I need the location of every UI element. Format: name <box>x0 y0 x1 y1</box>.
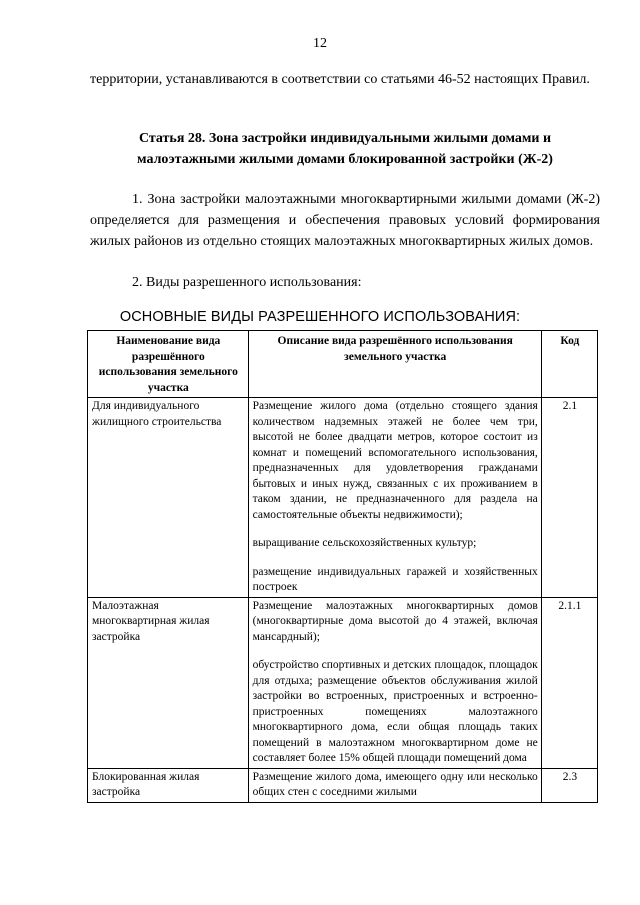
article-heading: Статья 28. Зона застройки индивидуальными жилыми домами и малоэтажными жилыми домами блокированной застройки (Ж-2) <box>137 131 553 167</box>
use-name: Для индивидуального жилищного строительства <box>88 398 249 598</box>
use-code: 2.3 <box>541 768 597 802</box>
intro-continuation: территории, устанавливаются в соответствии со статьями 46-52 настоящих Правил. <box>90 72 590 87</box>
header-name: Наименование вида разрешённого использования земельного участка <box>88 331 249 398</box>
description-paragraph: размещение индивидуальных гаражей и хозяйственных построек <box>252 565 538 593</box>
use-description <box>248 398 541 598</box>
table-row <box>88 597 598 768</box>
use-name: Блокированная жилая застройка <box>88 768 249 802</box>
header-description: Описание вида разрешённого использования земельного участка <box>248 331 541 398</box>
use-code: 2.1 <box>541 398 597 598</box>
table-title: ОСНОВНЫЕ ВИДЫ РАЗРЕШЕННОГО ИСПОЛЬЗОВАНИЯ: <box>119 309 521 325</box>
use-description <box>248 597 541 768</box>
table-header-row <box>88 331 598 398</box>
description-paragraph: обустройство спортивных и детских площадок, площадок для отдыха; размещение объектов обслуживания жилой застройки во встроенных, пристроенных и встроенно-пристроенных помещениях малоэтажного многоквартирного дома, если общая площадь таких помещений в малоэтажном многоквартирном доме не составляет более 15% общей площади помещений дома <box>252 659 538 764</box>
permitted-uses-table <box>87 330 598 803</box>
description-paragraph: Размещение жилого дома (отдельно стоящего здания количеством надземных этажей не более чем три, высотой не более двадцати метров, которое состоит из комнат и помещений вспомогательного использования, предназначенных для удовлетворения гражданами бытовых и иных нужд, связанных с их проживанием в таком здании, не предназначенного для раздела на самостоятельные объекты недвижимости); <box>252 400 538 521</box>
header-code: Код <box>541 331 597 398</box>
use-name: Малоэтажная многоквартирная жилая застройка <box>88 597 249 768</box>
paragraph-2: 2. Виды разрешенного использования: <box>132 275 362 290</box>
page-number: 12 <box>313 36 327 51</box>
table-row <box>88 398 598 598</box>
description-paragraph: выращивание сельскохозяйственных культур; <box>252 537 477 549</box>
table-row <box>88 768 598 802</box>
paragraph-1: 1. Зона застройки малоэтажными многоквартирными жилыми домами (Ж-2) определяется для размещения и обеспечения правовых условий формирования жилых районов из отдельно стоящих малоэтажных многоквартирных жилых домов. <box>90 192 600 249</box>
use-description <box>248 768 541 802</box>
description-paragraph: Размещение жилого дома, имеющего одну или несколько общих стен с соседними жилыми <box>252 770 538 798</box>
description-paragraph: Размещение малоэтажных многоквартирных домов (многоквартирные дома высотой до 4 этажей, включая мансардный); <box>252 599 538 643</box>
use-code: 2.1.1 <box>541 597 597 768</box>
